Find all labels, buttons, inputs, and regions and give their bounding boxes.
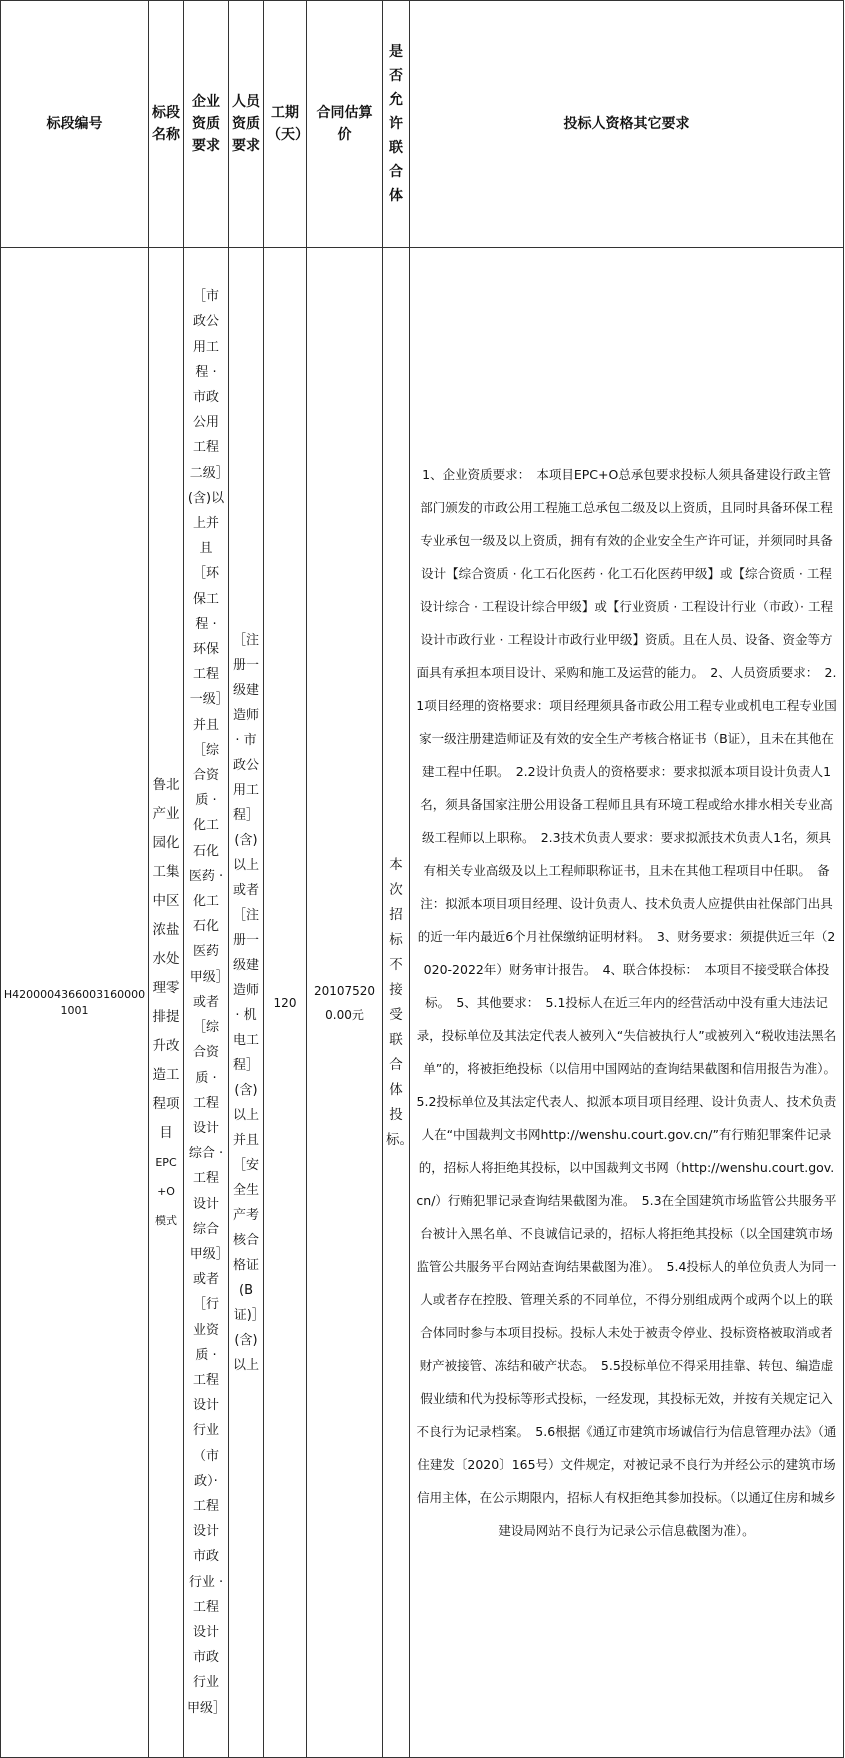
table-row bbox=[1, 248, 844, 1758]
cell-personnel-qualification: ［注册一级建造师 · 市政公用工程］(含)以上或者［注册一级建造师 · 机电工程］(含)以上并且［安全生产考核合格证(B证)］(含)以上 bbox=[229, 248, 264, 1758]
header-other-requirements: 投标人资格其它要求 bbox=[410, 1, 844, 248]
cell-enterprise-qualification: ［市政公用工程 · 市政公用工程二级］(含)以上并且［环保工程 · 环保工程一级］并且［综合资质 · 化工石化医药 · 化工石化医药甲级］或者［综合资质 · 工程设计综合 · 工程设计综合甲级］或者［行业资质 · 工程设计行业（市政）· 工程设计市政行业 · 工程设计市政行业甲级］ bbox=[184, 248, 229, 1758]
header-section-name: 标段名称 bbox=[149, 1, 184, 248]
header-enterprise-qualification: 企业资质要求 bbox=[184, 1, 229, 248]
header-section-code: 标段编号 bbox=[1, 1, 149, 248]
cell-section-code: H42000043660031600001001 bbox=[1, 248, 149, 1758]
header-personnel-qualification: 人员资质要求 bbox=[229, 1, 264, 248]
section-name-text: 鲁北产业园化工集中区浓盐水处理零排提升改造工程项目 bbox=[152, 776, 180, 1141]
header-consortium-allowed bbox=[383, 1, 410, 248]
header-duration: 工期（天） bbox=[264, 1, 307, 248]
cell-contract-price: 201075200.00元 bbox=[307, 248, 383, 1758]
cell-section-name bbox=[149, 248, 184, 1758]
table-header-row bbox=[1, 1, 844, 248]
header-contract-price: 合同估算价 bbox=[307, 1, 383, 248]
cell-duration: 120 bbox=[264, 248, 307, 1758]
section-name-suffix: EPC+O模式 bbox=[155, 1155, 177, 1227]
cell-consortium-allowed: 本次招标不接受联合体投标。 bbox=[383, 248, 410, 1758]
header-consortium-allowed-text: 是否允许联合体 bbox=[389, 44, 403, 204]
cell-other-requirements: 1、企业资质要求： 本项目EPC+O总承包要求投标人须具备建设行政主管部门颁发的市政公用工程施工总承包二级及以上资质，且同时具备环保工程专业承包一级及以上资质，拥有有效的企业安全生产许可证，并须同时具备设计【综合资质 · 化工石化医药 · 化工石化医药甲级】或【综合资质 · 工程设计综合 · 工程设计综合甲级】或【行业资质 · 工程设计行业（市政）· 工程设计市政行业 · 工程设计市政行业甲级】资质。且在人员、设备、资金等方面具有承担本项目设计、采购和施工及运营的能力。 2、人员资质要求： 2.1项目经理的资格要求：项目经理须具备市政公用工程专业或机电工程专业国家一级注册建造师证及有效的安全生产考核合格证书（B证），且未在其他在建工程中任职。 2.2设计负责人的资格要求：要求拟派本项目设计负责人1名，须具备国家注册公用设备工程师且具有环境工程或给水排水相关专业高级工程师以上职称。 2.3技术负责人要求：要求拟派技术负责人1名，须具有相关专业高级及以上工程师职称证书，且未在其他工程项目中任职。 备注：拟派本项目项目经理、设计负责人、技术负责人应提供由社保部门出具的近一年内最近6个月社保缴纳证明材料。 3、财务要求：须提供近三年（2020-2022年）财务审计报告。 4、联合体投标： 本项目不接受联合体投标。 5、其他要求： 5.1投标人在近三年内的经营活动中没有重大违法记录，投标单位及其法定代表人被列入“失信被执行人”或被列入“税收违法黑名单”的，将被拒绝投标（以信用中国网站的查询结果截图和信用报告为准）。 5.2投标单位及其法定代表人、拟派本项目项目经理、设计负责人、技术负责人在“中国裁判文书网http://wenshu.court.gov.cn/”有行贿犯罪案件记录的，招标人将拒绝其投标，以中国裁判文书网（http://wenshu.court.gov.cn/）行贿犯罪记录查询结果截图为准。 5.3在全国建筑市场监管公共服务平台被计入黑名单、不良诚信记录的，招标人将拒绝其投标（以全国建筑市场监管公共服务平台网站查询结果截图为准）。 5.4投标人的单位负责人为同一人或者存在控股、管理关系的不同单位，不得分别组成两个或两个以上的联合体同时参与本项目投标。投标人未处于被责令停业、投标资格被取消或者财产被接管、冻结和破产状态。 5.5投标单位不得采用挂靠、转包、编造虚假业绩和代为投标等形式投标，一经发现，其投标无效，并按有关规定记入不良行为记录档案。 5.6根据《通辽市建筑市场诚信行为信息管理办法》（通住建发〔2020〕165号）文件规定，对被记录不良行为并经公示的建筑市场信用主体，在公示期限内，招标人有权拒绝其参加投标。（以通辽住房和城乡建设局网站不良行为记录公示信息截图为准）。 bbox=[410, 248, 844, 1758]
